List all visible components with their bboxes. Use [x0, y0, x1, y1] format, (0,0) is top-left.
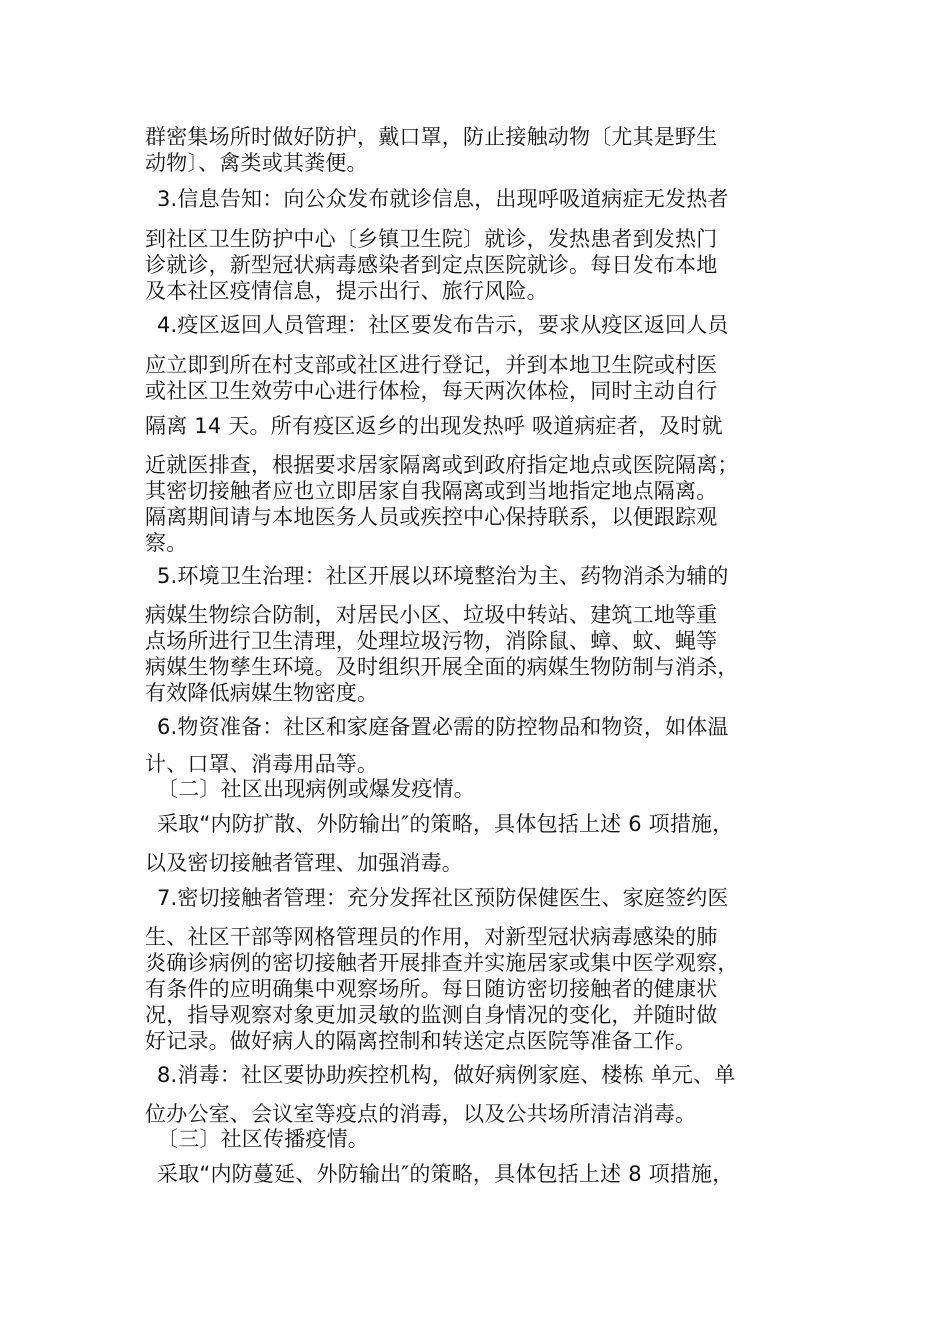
text-line: 隔离 14 天。所有疫区返乡的出现发热呼 吸道病症者，及时就 — [145, 414, 723, 438]
text-line: 有效降低病媒生物密度。 — [145, 681, 379, 705]
text-line: 察。 — [145, 531, 188, 555]
text-line: 4.疫区返回人员管理：社区要发布告示，要求从疫区返回人员 — [157, 313, 729, 337]
text-line: 3.信息告知：向公众发布就诊信息，出现呼吸道病症无发热者 — [157, 187, 729, 211]
text-line: 5.环境卫生治理：社区开展以环境整治为主、药物消杀为辅的 — [157, 564, 729, 588]
text-line: 8.消毒：社区要协助疾控机构，做好病例家庭、楼栋 单元、单 — [157, 1063, 736, 1087]
text-line: 以及密切接触者管理、加强消毒。 — [145, 851, 463, 875]
text-line: 采取“内防蔓延、外防输出″的策略，具体包括上述 8 项措施， — [157, 1162, 734, 1186]
section-heading: 〔三〕社区传播疫情。 — [157, 1127, 369, 1151]
text-line: 病媒生物综合防制，对居民小区、垃圾中转站、建筑工地等重 — [145, 603, 718, 627]
text-line: 病媒生物孳生环境。及时组织开展全面的病媒生物防制与消杀， — [145, 655, 739, 679]
text-line: 况，指导观察对象更加灵敏的监测自身情况的变化，并随时做 — [145, 1003, 718, 1027]
text-line: 或社区卫生效劳中心进行体检，每天两次体检，同时主动自行 — [145, 379, 718, 403]
text-line: 近就医排查，根据要求居家隔离或到政府指定地点或医院隔离； — [145, 453, 739, 477]
text-line: 有条件的应明确集中观察场所。每日随访密切接触者的健康状 — [145, 977, 718, 1001]
text-line: 生、社区干部等网格管理员的作用，对新型冠状病毒感染的肺 — [145, 925, 718, 949]
text-line: 计、口罩、消毒用品等。 — [145, 752, 379, 776]
text-line: 动物〕、禽类或其粪便。 — [145, 151, 368, 175]
text-line: 位办公室、会议室等疫点的消毒，以及公共场所清洁消毒。 — [145, 1102, 697, 1126]
text-line: 群密集场所时做好防护，戴口罩，防止接触动物〔尤其是野生 — [145, 125, 718, 149]
section-heading: 〔二〕社区出现病例或爆发疫情。 — [157, 777, 475, 801]
text-line: 6.物资准备：社区和家庭备置必需的防控物品和物资，如体温 — [157, 715, 729, 739]
text-line: 及本社区疫情信息，提示出行、旅行风险。 — [145, 279, 548, 303]
text-line: 采取“内防扩散、外防输出″的策略，具体包括上述 6 项措施， — [157, 812, 734, 836]
text-line: 其密切接触者应也立即居家自我隔离或到当地指定地点隔离。 — [145, 479, 718, 503]
text-line: 应立即到所在村支部或社区进行登记，并到本地卫生院或村医 — [145, 353, 718, 377]
text-line: 到社区卫生防护中心〔乡镇卫生院〕就诊，发热患者到发热门 — [145, 227, 718, 251]
text-line: 好记录。做好病人的隔离控制和转送定点医院等准备工作。 — [145, 1029, 697, 1053]
text-line: 7.密切接触者管理：充分发挥社区预防保健医生、家庭签约医 — [157, 886, 729, 910]
text-line: 炎确诊病例的密切接触者开展排查并实施居家或集中医学观察， — [145, 951, 739, 975]
text-line: 诊就诊，新型冠状病毒感染者到定点医院就诊。每日发布本地 — [145, 253, 718, 277]
text-line: 隔离期间请与本地医务人员或疾控中心保持联系，以便跟踪观 — [145, 505, 718, 529]
text-line: 点场所进行卫生清理，处理垃圾污物，消除鼠、蟑、蚊、蝇等 — [145, 629, 718, 653]
